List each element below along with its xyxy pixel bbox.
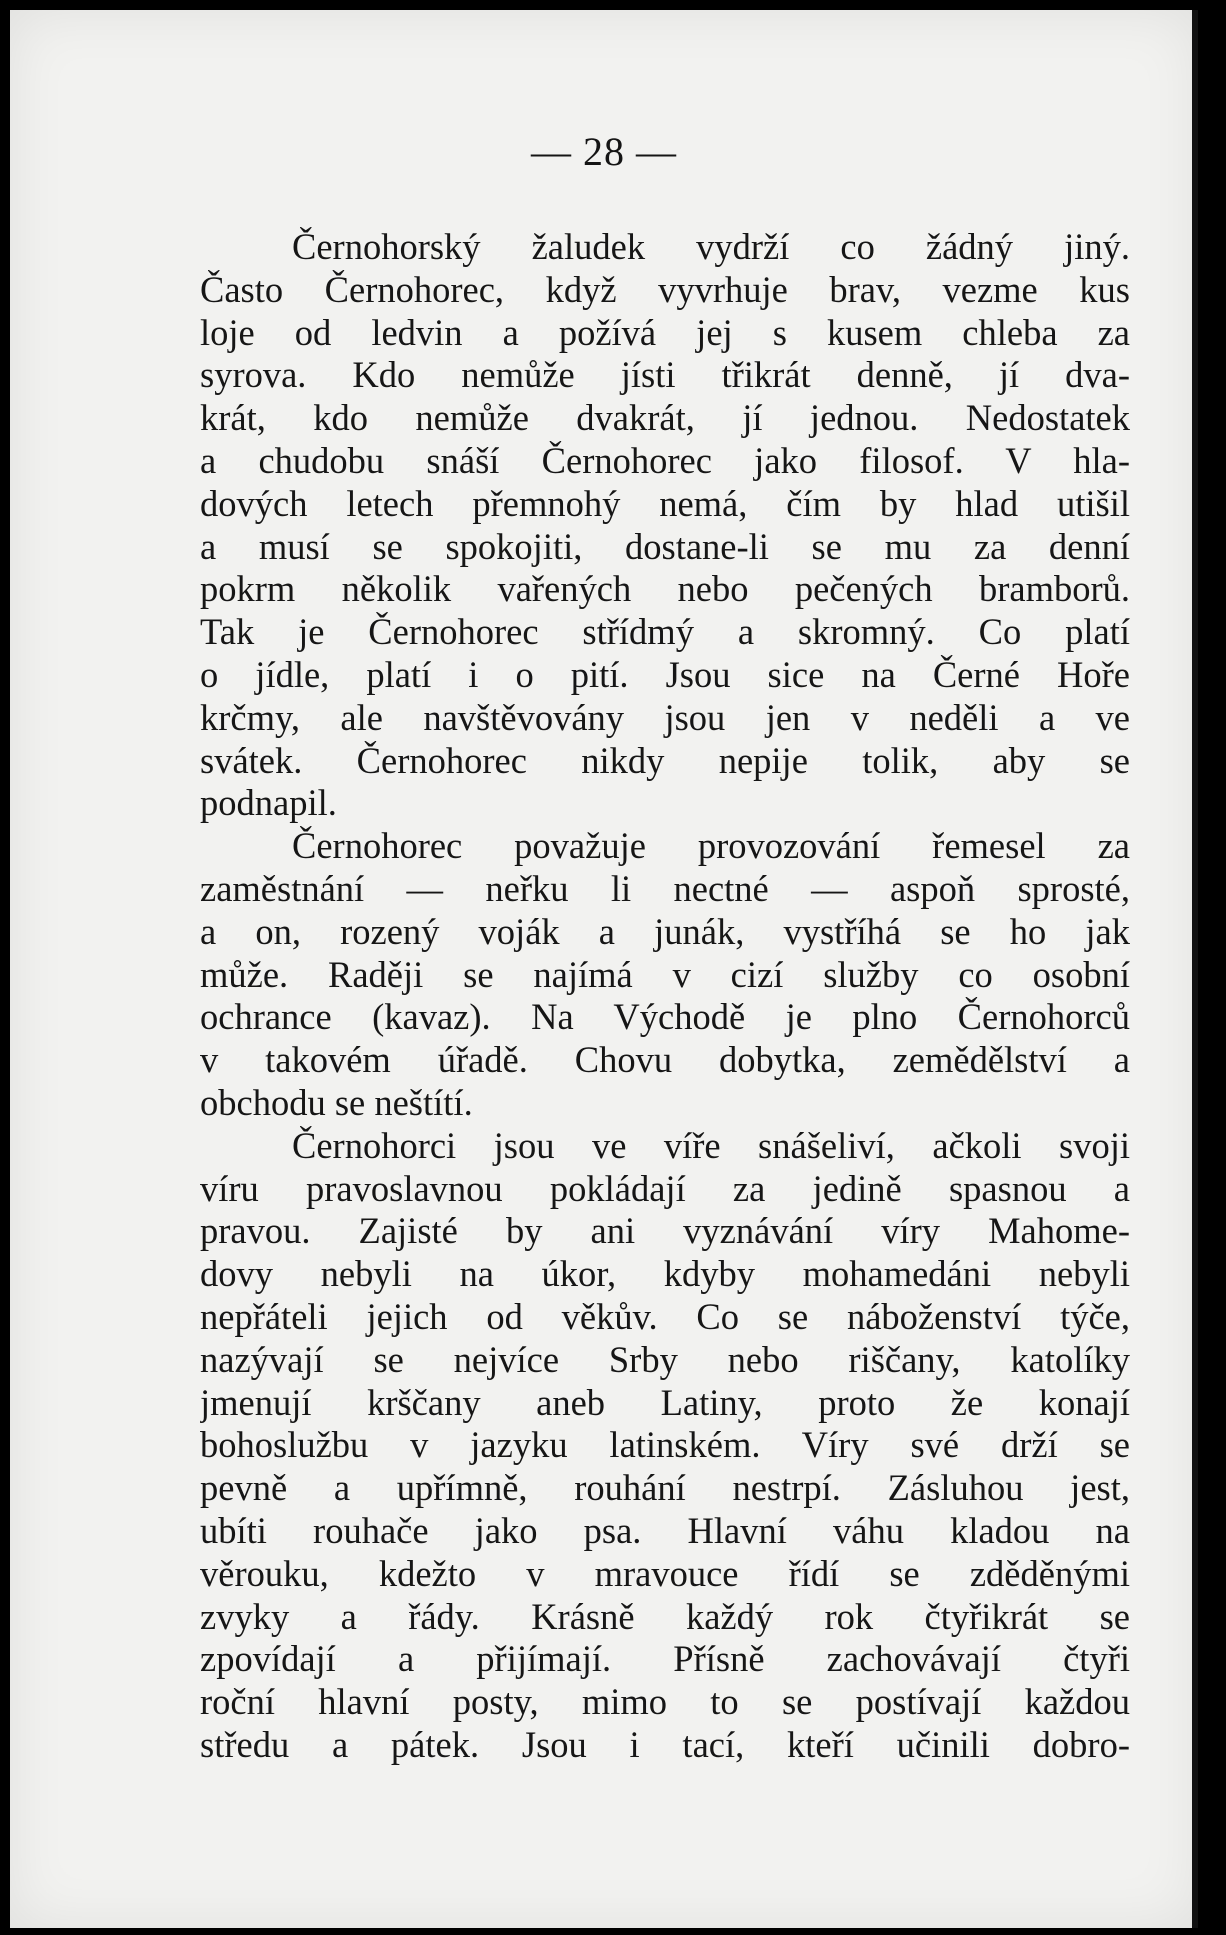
- text-line: ochrance (kavaz). Na Východě je plno Černohorců: [200, 996, 1130, 1038]
- text-line: Černohorci jsou ve víře snášeliví, ačkoli svoji: [292, 1124, 1130, 1166]
- text-line: jmenují krščany aneb Latiny, proto že konají: [200, 1381, 1130, 1423]
- text-line: a musí se spokojiti, dostane-li se mu za denní: [200, 525, 1130, 567]
- text-line: ubíti rouhače jako psa. Hlavní váhu kladou na: [200, 1509, 1130, 1551]
- text-line: pevně a upřímně, rouhání nestrpí. Zásluhou jest,: [200, 1467, 1130, 1509]
- text-line: loje od ledvin a požívá jej s kusem chleba za: [200, 311, 1130, 353]
- text-line: Tak je Černohorec střídmý a skromný. Co platí: [200, 611, 1130, 653]
- text-line: pravou. Zajisté by ani vyznávání víry Mahome-: [200, 1210, 1130, 1252]
- text-line: dových letech přemnohý nemá, čím by hlad utišil: [200, 482, 1130, 524]
- text-line: krát, kdo nemůže dvakrát, jí jednou. Nedostatek: [200, 397, 1130, 439]
- text-line: může. Raději se najímá v cizí služby co osobní: [200, 953, 1130, 995]
- text-line: podnapil.: [200, 782, 337, 824]
- text-line: věrouku, kdežto v mravouce řídí se zděděnými: [200, 1552, 1130, 1594]
- text-line: Černohorec považuje provozování řemesel za: [292, 825, 1130, 867]
- text-line: zaměstnání — neřku li nectné — aspoň sprosté,: [200, 867, 1130, 909]
- book-page: [10, 10, 1198, 1928]
- text-line: středu a pátek. Jsou i tací, kteří učinili dobro-: [200, 1723, 1130, 1765]
- text-line: o jídle, platí i o pití. Jsou sice na Černé Hoře: [200, 653, 1130, 695]
- text-line: dovy nebyli na úkor, kdyby mohamedáni nebyli: [200, 1253, 1130, 1295]
- text-line: svátek. Černohorec nikdy nepije tolik, aby se: [200, 739, 1130, 781]
- body-text: [200, 226, 1130, 1767]
- text-line: syrova. Kdo nemůže jísti třikrát denně, jí dva-: [200, 354, 1130, 396]
- text-line: a chudobu snáší Černohorec jako filosof. V hla-: [200, 439, 1130, 481]
- text-line: a on, rozený voják a junák, vystříhá se ho jak: [200, 910, 1130, 952]
- text-line: obchodu se neštítí.: [200, 1081, 473, 1123]
- text-line: krčmy, ale navštěvovány jsou jen v neděli a ve: [200, 696, 1130, 738]
- page-edge: [1192, 10, 1198, 1928]
- text-line: nazývají se nejvíce Srby nebo riščany, katolíky: [200, 1338, 1130, 1380]
- text-line: víru pravoslavnou pokládají za jedině spasnou a: [200, 1167, 1130, 1209]
- page-number: — 28 —: [531, 129, 677, 174]
- text-line: Často Černohorec, když vyvrhuje brav, vezme kus: [200, 268, 1130, 310]
- text-line: Černohorský žaludek vydrží co žádný jiný.: [292, 226, 1130, 267]
- text-line: roční hlavní posty, mimo to se postívají každou: [200, 1681, 1130, 1723]
- text-line: bohoslužbu v jazyku latinském. Víry své drží se: [200, 1424, 1130, 1466]
- text-line: zvyky a řády. Krásně každý rok čtyřikrát se: [200, 1595, 1130, 1637]
- text-line: zpovídají a přijímají. Přísně zachovávají čtyři: [200, 1638, 1130, 1680]
- text-line: pokrm několik vařených nebo pečených bramborů.: [200, 568, 1130, 610]
- text-line: v takovém úřadě. Chovu dobytka, zemědělství a: [200, 1039, 1130, 1081]
- text-line: nepřáteli jejich od věkův. Co se náboženství týče,: [200, 1295, 1130, 1337]
